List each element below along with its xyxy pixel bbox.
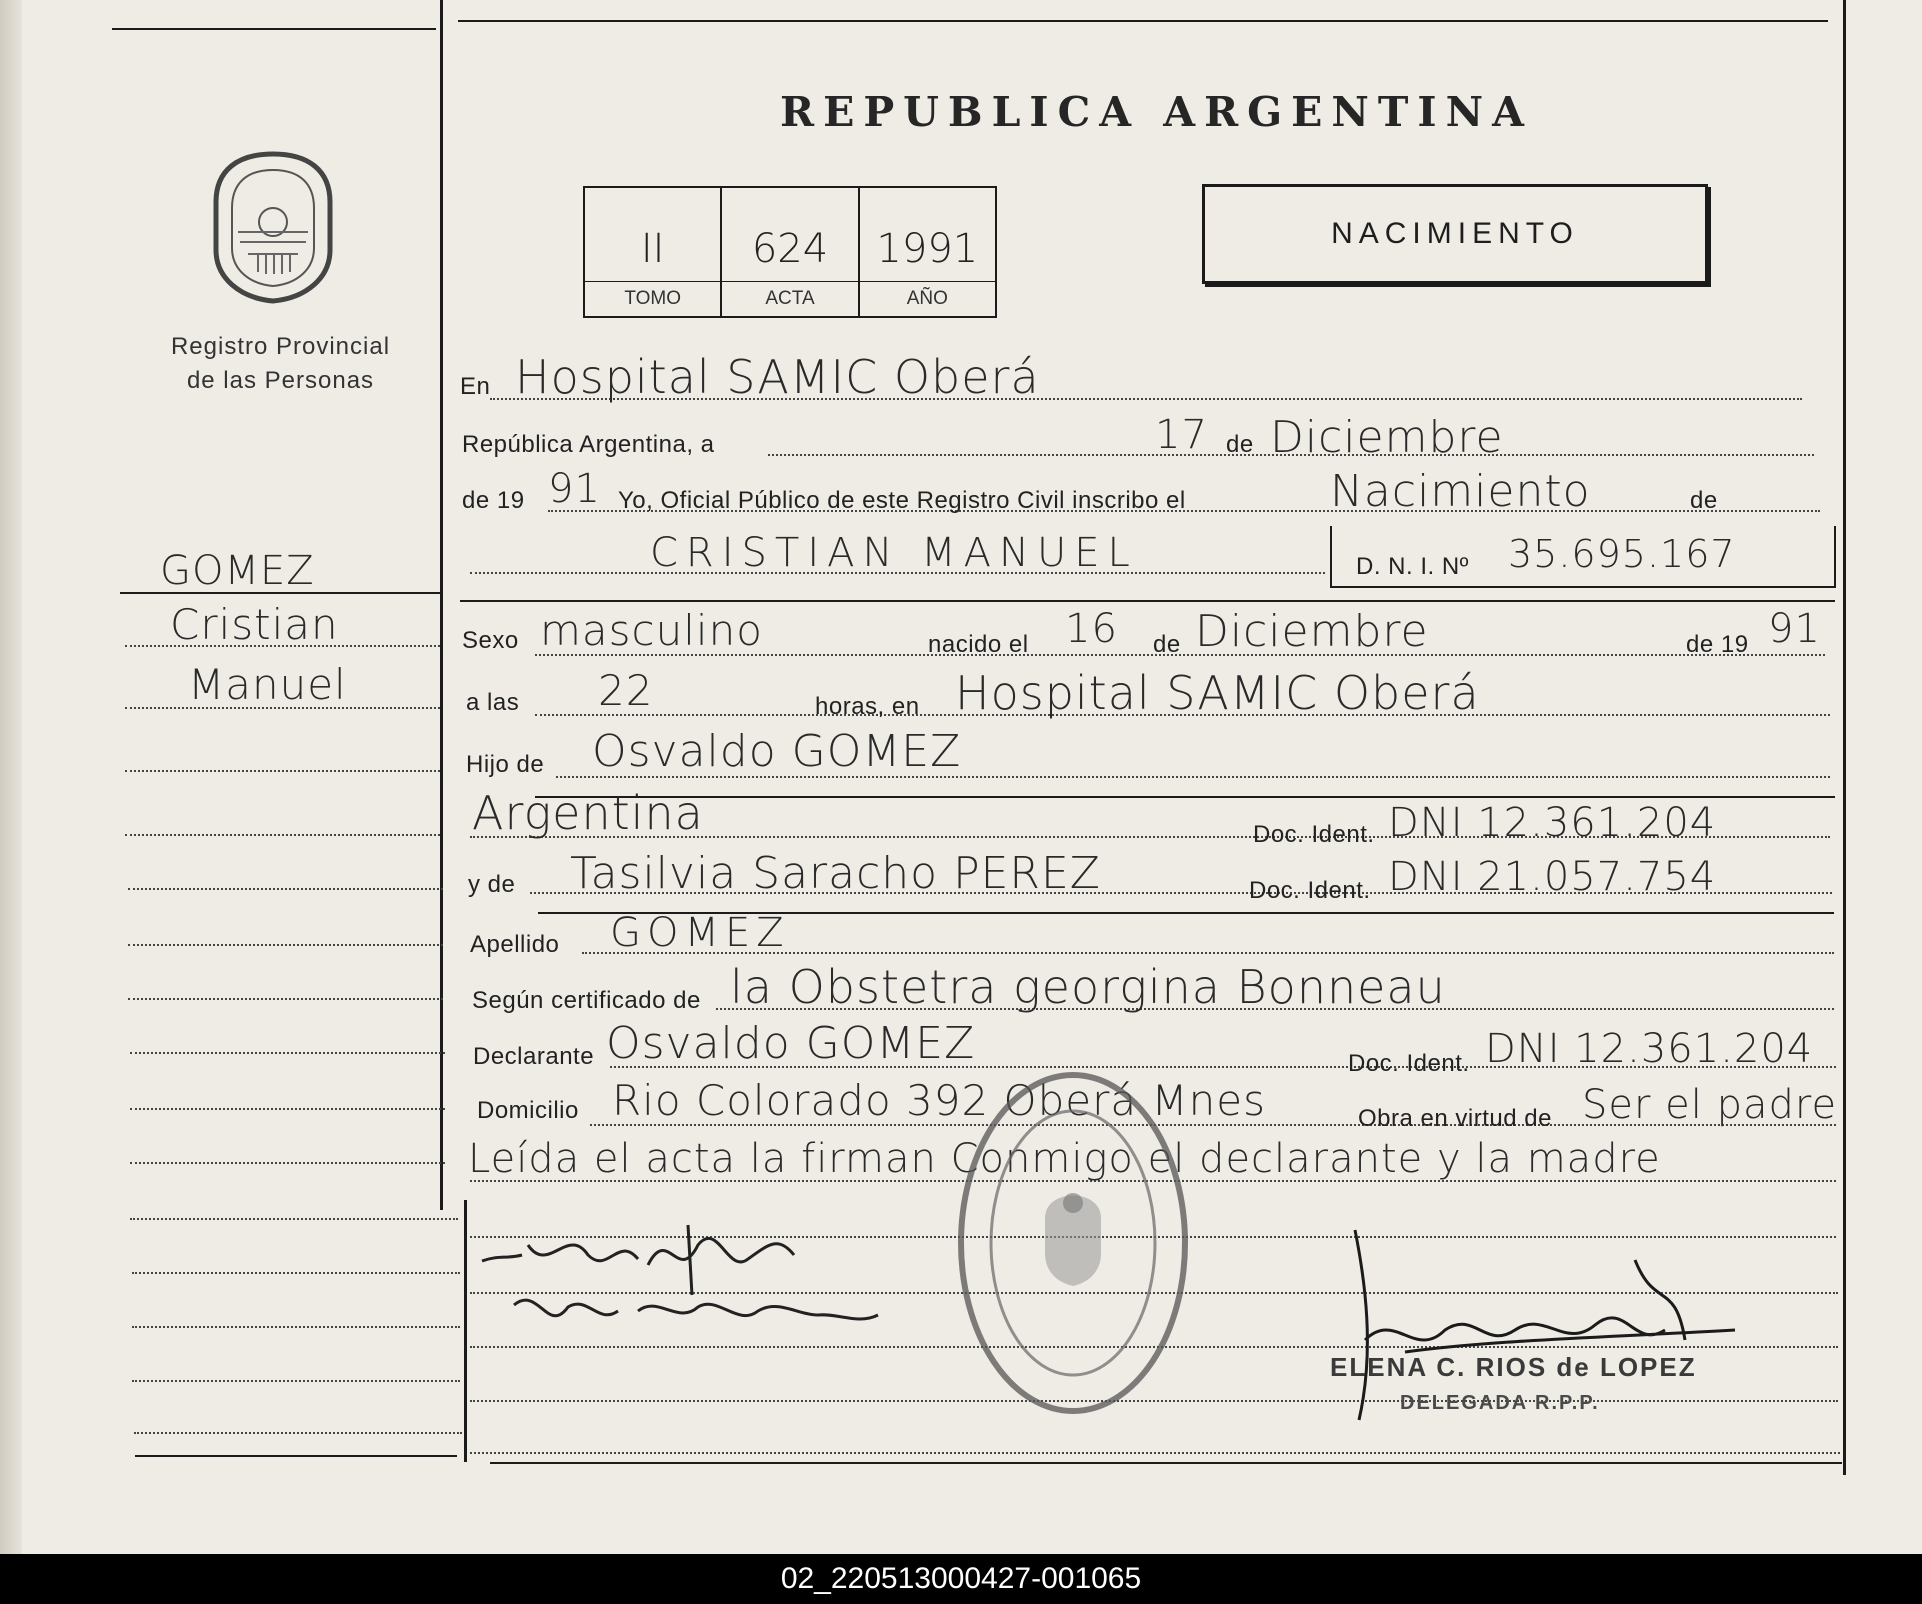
official-stamp-name: ELENA C. RIOS de LOPEZ [1330,1352,1697,1382]
label-doc-ident-1: Doc. Ident. [1253,821,1375,848]
label-de-2: de [1690,487,1718,514]
official-stamp-role: DELEGADA R.P.P. [1400,1392,1600,1414]
margin-dotted-line [125,707,440,709]
margin-dotted-line [125,645,440,647]
label-de19b: de 19 [1686,631,1749,658]
bottom-rule-left [135,1455,457,1457]
left-column-divider [440,0,443,1210]
entry-child-name: CRISTIAN MANUEL [650,530,1138,576]
margin-dotted-line [125,834,440,836]
label-hijo-de: Hijo de [466,751,545,778]
margin-given-name-1: Cristian [170,600,339,649]
registry-stamp-icon [955,1068,1191,1418]
declarant-signature-icon [478,1215,918,1345]
section-rule [460,600,1835,602]
tomo-label: TOMO [585,281,720,316]
label-de: de [1226,431,1254,458]
label-republica: República Argentina, a [462,431,715,458]
label-yo-oficial: Yo, Oficial Público de este Registro Civil inscribo el [618,487,1186,514]
label-horas-en: horas, en [815,693,920,720]
acta-value: 624 [751,226,829,272]
label-en: En [460,373,491,400]
top-rule-left [112,28,436,30]
registry-line-2: de las Personas [186,367,375,394]
label-domicilio: Domicilio [477,1097,579,1124]
label-doc-ident-3: Doc. Ident. [1348,1050,1470,1077]
label-declarante: Declarante [473,1043,595,1070]
entry-place: Hospital SAMIC Oberá [515,350,1040,404]
anio-value: 1991 [876,226,979,272]
margin-dotted-line [132,1272,460,1274]
country-title: REPUBLICA ARGENTINA [780,88,1533,136]
top-rule-right [458,20,1828,22]
parents-rule [535,796,1835,798]
entry-father-doc: DNI 12.361.204 [1388,800,1717,846]
entry-reason: Ser el padre [1582,1082,1838,1128]
label-doc-ident-2: Doc. Ident. [1249,877,1371,904]
entry-birth-month: Diciembre [1195,606,1429,657]
label-de-3: de [1153,631,1181,658]
margin-dotted-line [130,1162,445,1164]
margin-dotted-line [134,1432,462,1434]
form-dotted-line [470,1452,1840,1454]
entry-sex: masculino [540,606,763,655]
entry-reg-month: Diciembre [1270,412,1504,463]
margin-dotted-line [130,1218,458,1220]
label-a-las: a las [466,689,520,716]
margin-dotted-line [128,888,443,890]
tomo-cell [585,188,722,316]
margin-dotted-line [132,1380,460,1382]
right-border [1843,0,1846,1475]
margin-surname: GOMEZ [160,548,315,594]
entry-address: Rio Colorado 392 Oberá Mnes [612,1076,1267,1125]
tomo-value: II [640,226,665,272]
record-type-box: NACIMIENTO [1202,184,1708,284]
bottom-rule-right [490,1462,1842,1464]
margin-dotted-line [125,770,440,772]
anio-cell [860,188,995,316]
margin-dotted-line [130,1108,445,1110]
label-y-de: y de [468,871,516,898]
entry-father: Osvaldo GOMEZ [592,726,962,777]
entry-declarant: Osvaldo GOMEZ [606,1018,976,1069]
entry-birth-place: Hospital SAMIC Oberá [955,666,1480,720]
label-segun-certificado: Según certificado de [472,987,701,1014]
entry-mother-doc: DNI 21.057.754 [1388,854,1717,900]
entry-certificate: la Obstetra georgina Bonneau [730,960,1446,1014]
entry-mother: Tasilvia Saracho PEREZ [570,848,1101,899]
label-sexo: Sexo [462,627,519,654]
margin-given-name-2: Manuel [188,660,347,709]
entry-declarant-doc: DNI 12.361.204 [1485,1026,1814,1072]
entry-reg-day: 17 [1155,412,1208,458]
misiones-seal-icon [208,150,338,305]
entry-act-type: Nacimiento [1330,466,1591,517]
entry-hour: 22 [598,666,654,715]
image-id-footer: 02_220513000427-001065 [0,1554,1922,1604]
left-column-divider-lower [464,1200,467,1462]
page-binding-edge [0,0,22,1554]
margin-dotted-line [128,998,443,1000]
margin-dotted-line [132,1326,460,1328]
label-apellido: Apellido [470,931,560,958]
entry-birth-day: 16 [1065,606,1118,652]
entry-surname: GOMEZ [610,910,790,956]
entry-birth-year: 91 [1768,606,1821,652]
entry-reg-year: 91 [548,466,601,512]
label-obra-virtud: Obra en virtud de [1358,1105,1552,1132]
margin-dotted-line [128,944,443,946]
acta-cell [722,188,859,316]
entry-closing-note: Leída el acta la firman Conmigo el declarante y la madre [468,1136,1661,1182]
label-nacido-el: nacido el [928,631,1029,658]
entry-dni: 35.695.167 [1508,532,1736,576]
registry-name [148,330,413,398]
record-number-box [583,186,997,318]
acta-label: ACTA [722,281,857,316]
label-de19: de 19 [462,487,525,514]
label-dni: D. N. I. Nº [1356,553,1469,580]
margin-dotted-line [130,1052,445,1054]
anio-label: AÑO [860,281,995,316]
registry-line-1: Registro Provincial [170,333,391,360]
entry-nationality: Argentina [472,786,704,840]
